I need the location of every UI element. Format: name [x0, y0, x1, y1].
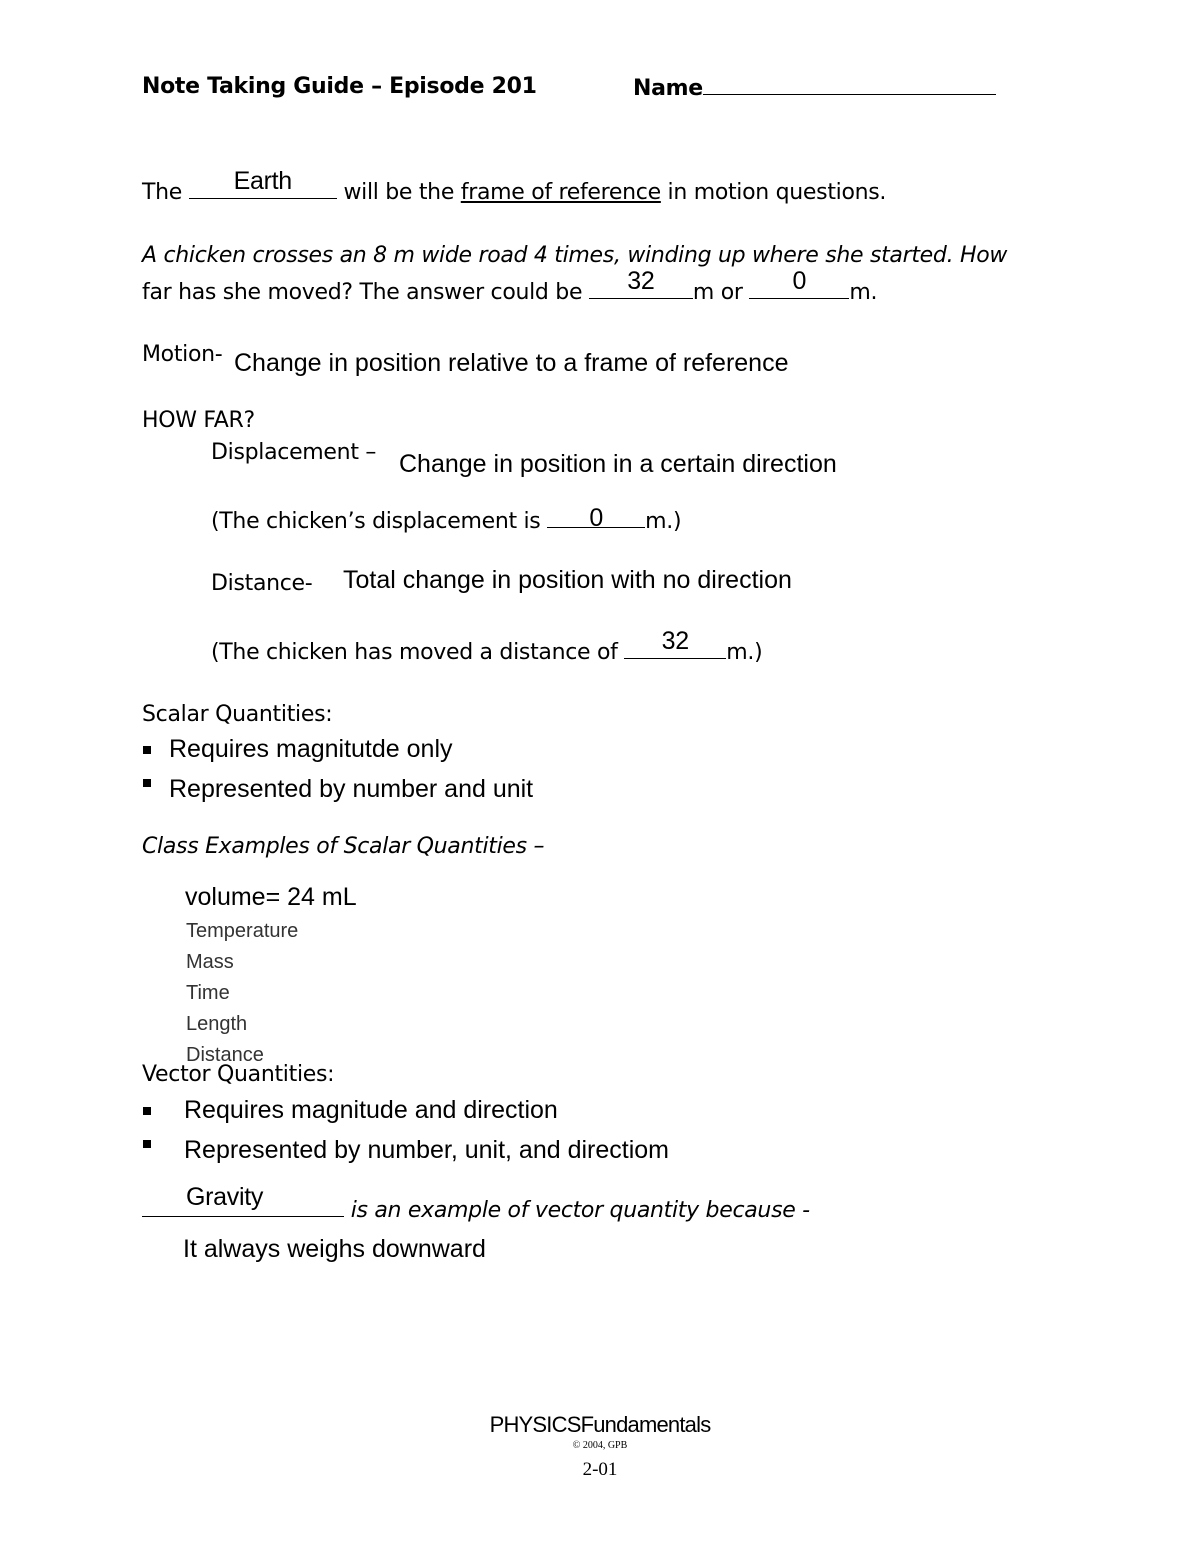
displacement-label: Displacement – [211, 440, 377, 465]
chicken-blank-1 [589, 267, 693, 299]
disp-post: m.) [645, 509, 682, 534]
vector-example-text: is an example of vector quantity because - [350, 1198, 810, 1223]
displacement-definition: Change in position in a certain direction [399, 450, 837, 478]
distance-sentence [211, 627, 763, 665]
motion-definition: Change in position relative to a frame of reference [234, 349, 789, 377]
vector-bullet-1 [143, 1096, 558, 1125]
vector-bullet-2-text: Represented by number, unit, and directiom [184, 1136, 669, 1164]
dist-pre: (The chicken has moved a distance of [211, 640, 618, 665]
dist-answer: 32 [661, 627, 689, 655]
scalar-example: Temperature [186, 920, 299, 942]
chicken-line2-pre: far has she moved? The answer could be [142, 280, 583, 305]
bullet-icon [143, 779, 151, 787]
frame-sentence [142, 167, 887, 205]
frame-post: in motion questions. [667, 180, 887, 205]
scalar-bullet-2-text: Represented by number and unit [169, 775, 534, 803]
distance-definition: Total change in position with no direction [343, 566, 792, 594]
page-number: 2-01 [582, 1459, 618, 1480]
vector-heading: Vector Quantities: [142, 1062, 335, 1087]
chicken-answer-2: 0 [792, 267, 807, 295]
frame-blank [189, 167, 337, 199]
displacement-sentence [211, 505, 681, 534]
frame-answer: Earth [233, 167, 292, 195]
bullet-icon [143, 1107, 151, 1115]
dist-blank [624, 627, 726, 659]
vector-bullet-2 [143, 1136, 669, 1165]
motion-label: Motion- [142, 342, 223, 367]
footer-brand: PHYSICSFundamentals [489, 1412, 711, 1437]
name-label: Name [633, 76, 703, 101]
bullet-icon [143, 746, 151, 754]
chicken-answer-1: 32 [627, 267, 655, 295]
scalar-example-main: volume= 24 mL [185, 883, 357, 911]
scalar-example: Distance [186, 1044, 264, 1066]
chicken-line-1: A chicken crosses an 8 m wide road 4 times, winding up where she started. How [142, 243, 1008, 268]
scalar-example: Mass [186, 951, 234, 973]
bullet-icon [143, 1140, 151, 1148]
name-blank [703, 74, 996, 95]
chicken-blank-2 [749, 267, 849, 299]
scalar-bullet-2 [143, 775, 533, 804]
vector-reason: It always weighs downward [183, 1235, 486, 1263]
scalar-bullet-1-text: Requires magnitutde only [169, 735, 453, 763]
disp-answer: 0 [589, 504, 603, 532]
page-title: Note Taking Guide – Episode 201 [142, 74, 537, 99]
frame-term: frame of reference [460, 180, 661, 205]
frame-mid: will be the [343, 180, 455, 205]
distance-label: Distance- [211, 571, 313, 596]
chicken-end: m. [849, 280, 878, 305]
vector-bullet-1-text: Requires magnitude and direction [184, 1096, 558, 1124]
chicken-line-2 [142, 267, 878, 305]
vector-blank [142, 1183, 344, 1217]
chicken-mid: m or [692, 280, 743, 305]
disp-pre: (The chicken’s displacement is [211, 509, 541, 534]
scalar-heading: Scalar Quantities: [142, 702, 333, 727]
how-far-heading: HOW FAR? [142, 408, 255, 433]
scalar-example: Length [186, 1013, 248, 1035]
dist-post: m.) [726, 640, 763, 665]
disp-blank [547, 504, 645, 532]
scalar-examples-heading: Class Examples of Scalar Quantities – [142, 834, 545, 859]
footer-copyright: © 2004, GPB [572, 1440, 628, 1451]
vector-answer: Gravity [186, 1183, 264, 1211]
name-field [633, 74, 996, 101]
scalar-example: Time [186, 982, 230, 1004]
scalar-bullet-1 [143, 735, 453, 764]
frame-pre: The [142, 180, 183, 205]
vector-example-sentence [142, 1183, 810, 1223]
